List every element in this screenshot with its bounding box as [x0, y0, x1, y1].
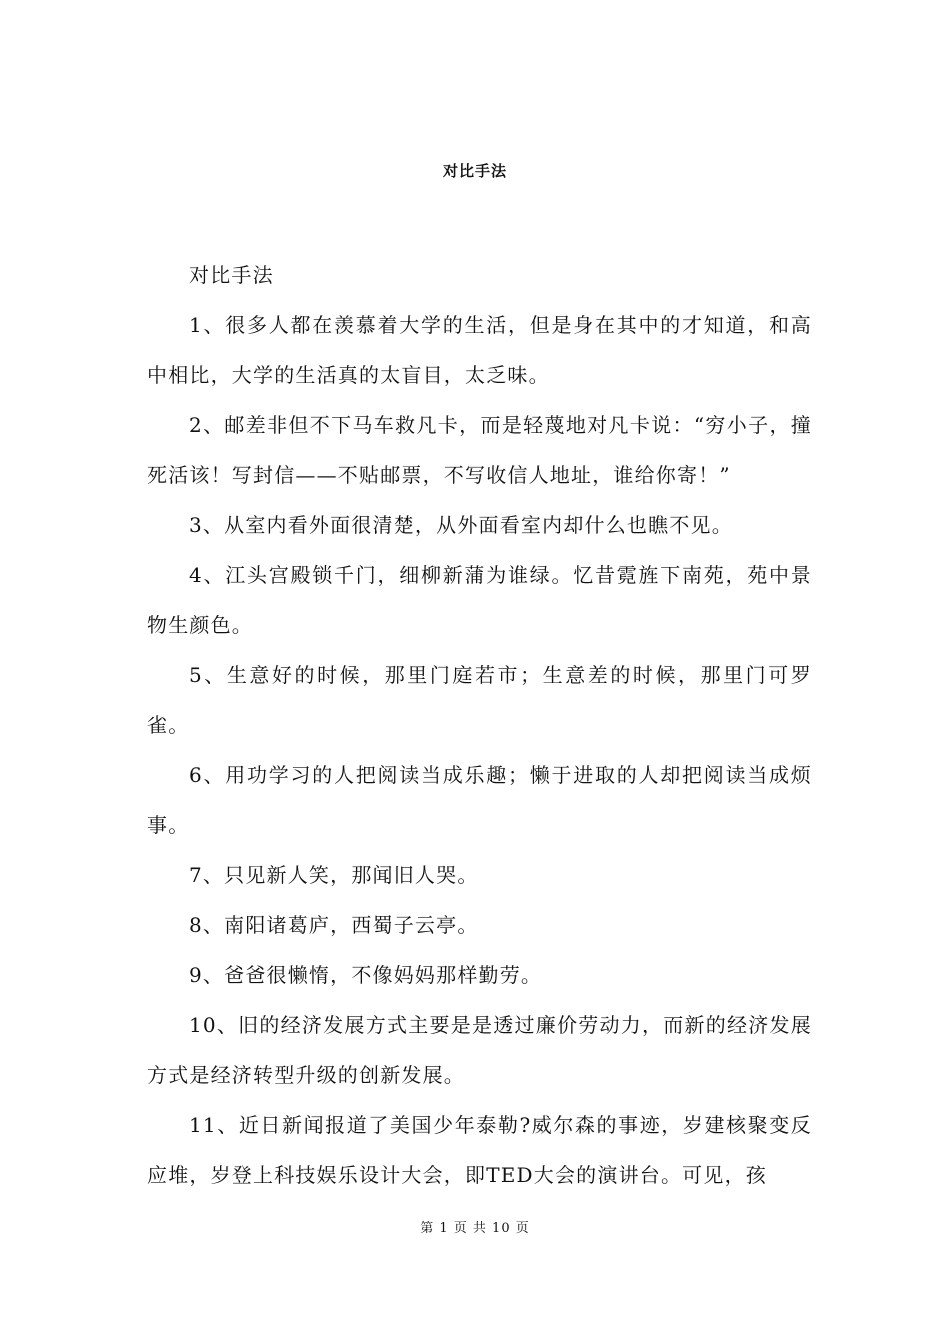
paragraph-item-5: 5、生意好的时候，那里门庭若市；生意差的时候，那里门可罗雀。 [147, 663, 812, 737]
paragraph-item-7: 7、只见新人笑，那闻旧人哭。 [189, 863, 479, 887]
paragraph-item-10: 10、旧的经济发展方式主要是是透过廉价劳动力，而新的经济发展方式是经济转型升级的创新发展。 [147, 1013, 812, 1087]
paragraph-item-2: 2、邮差非但不下马车救凡卡，而是轻蔑地对凡卡说：“穷小子，撞死活该！写封信——不贴邮票，不写收信人地址，谁给你寄！” [147, 413, 812, 487]
page-footer: 第 1 页 共 10 页 [420, 1221, 530, 1236]
paragraph-item-11: 11、近日新闻报道了美国少年泰勒?威尔森的事迹，岁建核聚变反应堆，岁登上科技娱乐设计大会，即TED大会的演讲台。可见，孩 [147, 1113, 812, 1187]
document-title: 对比手法 [442, 162, 507, 180]
document-body [147, 250, 812, 1200]
paragraph-item-6: 6、用功学习的人把阅读当成乐趣；懒于进取的人却把阅读当成烦事。 [147, 763, 812, 837]
paragraph-item-9: 9、爸爸很懒惰，不像妈妈那样勤劳。 [189, 963, 543, 987]
paragraph-heading: 对比手法 [189, 263, 274, 287]
paragraph-item-1: 1、很多人都在羡慕着大学的生活，但是身在其中的才知道，和高中相比，大学的生活真的太盲目，太乏味。 [147, 313, 812, 387]
paragraph-item-3: 3、从室内看外面很清楚，从外面看室内却什么也瞧不见。 [189, 513, 733, 537]
paragraph-item-8: 8、南阳诸葛庐，西蜀子云亭。 [189, 913, 479, 937]
paragraph-item-4: 4、江头宫殿锁千门，细柳新蒲为谁绿。忆昔霓旌下南苑，苑中景物生颜色。 [147, 563, 812, 637]
